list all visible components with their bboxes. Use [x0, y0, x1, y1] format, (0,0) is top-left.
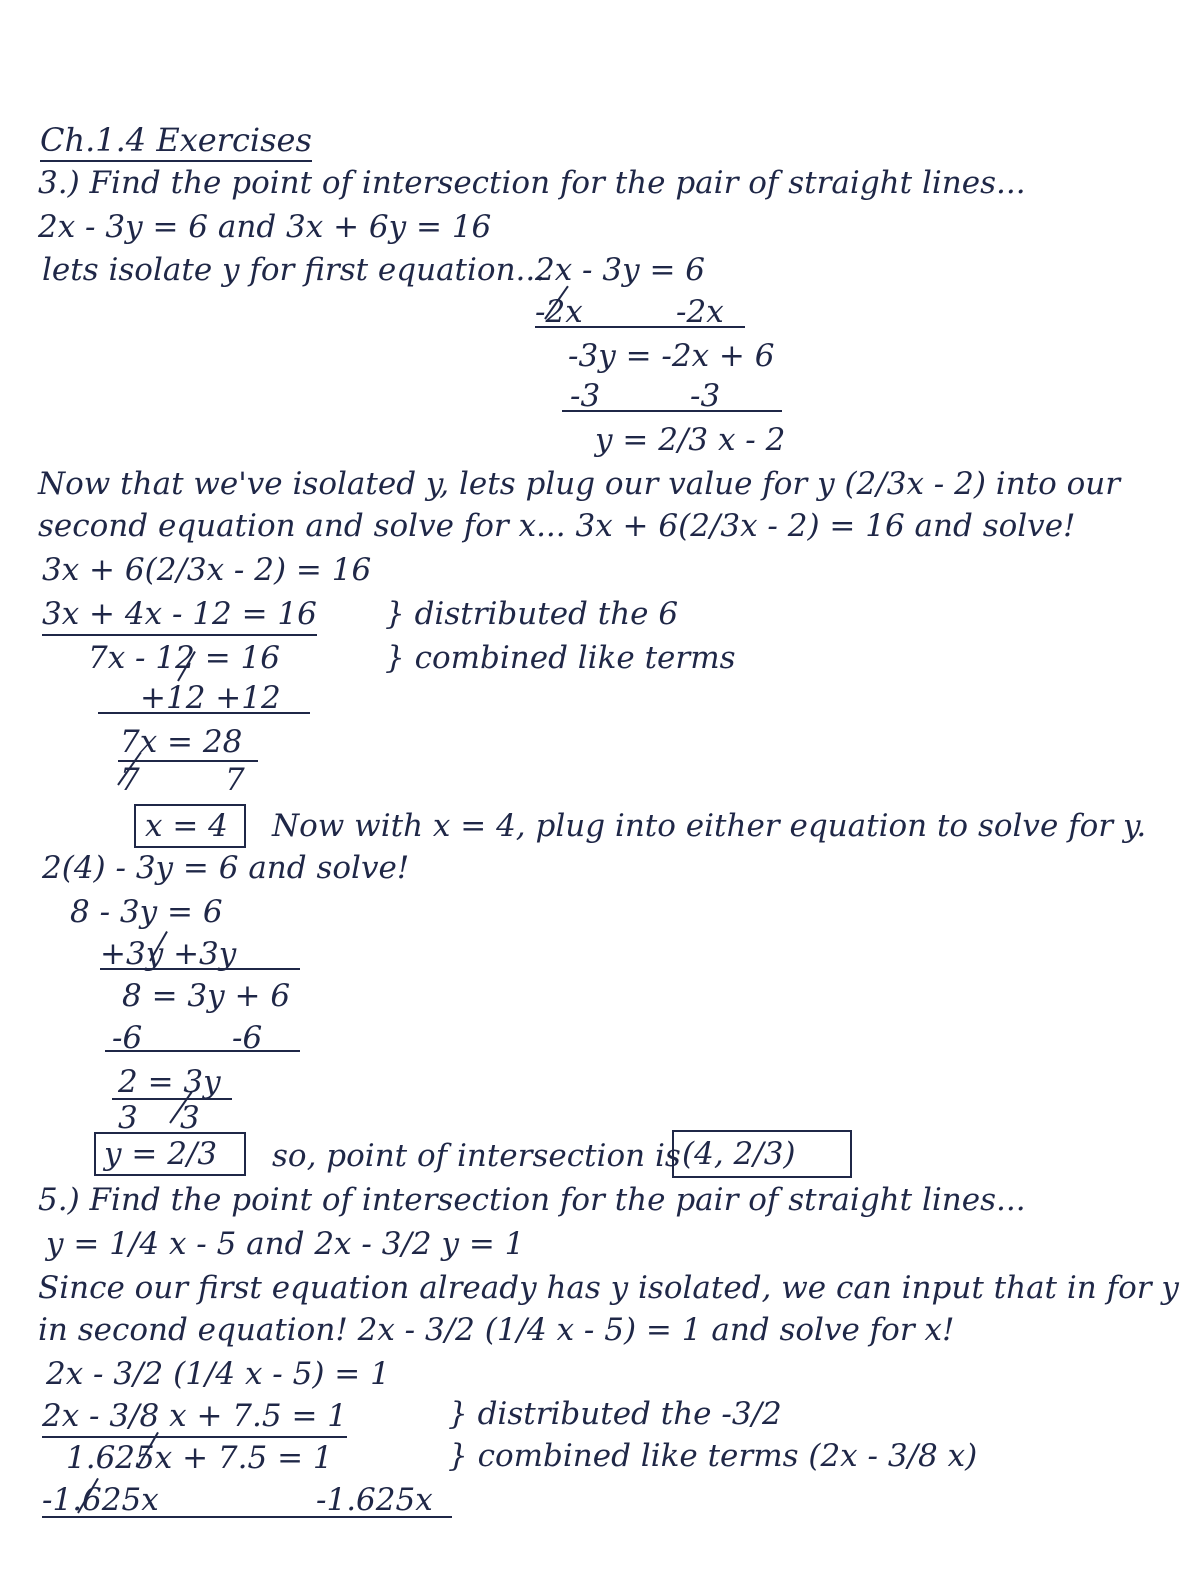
problem-5-statement: 5.) Find the point of intersection for the pair of straight lines... — [38, 1182, 1026, 1218]
combined-equation: 7x - 12 = 16 — [88, 640, 280, 676]
explanation-line: Now with x = 4, plug into either equation to solve for y. — [272, 808, 1147, 844]
conclusion-text: so, point of intersection is — [272, 1138, 681, 1174]
intersection-point: (4, 2/3) — [682, 1136, 796, 1172]
divisor-left: 7 — [120, 762, 140, 798]
add-3y-both-sides: +3y +3y — [100, 936, 237, 972]
simplified-equation: 8 - 3y = 6 — [70, 894, 223, 930]
explanation-line: second equation and solve for x... 3x + 6(2/3x - 2) = 16 and solve! — [38, 508, 1076, 544]
divide-minus-3-right: -3 — [690, 378, 721, 414]
problem-3-statement: 3.) Find the point of intersection for the pair of straight lines... — [38, 165, 1026, 201]
y-isolated-result: y = 2/3 x - 2 — [595, 422, 786, 458]
x-solution: x = 4 — [145, 808, 228, 844]
step-equation: -3y = -2x + 6 — [568, 338, 775, 374]
work-divider-line — [105, 1050, 300, 1052]
subtract-2x-right: -2x — [676, 294, 724, 330]
two-equals-3y: 2 = 3y — [118, 1064, 221, 1100]
add-12-both-sides: +12 +12 — [140, 680, 281, 716]
page-title: Ch.1.4 Exercises — [40, 120, 312, 162]
substituted-equation: 2x - 3/2 (1/4 x - 5) = 1 — [46, 1356, 390, 1392]
substituted-equation: 3x + 6(2/3x - 2) = 16 — [42, 552, 372, 588]
step-note: } combined like terms — [385, 640, 736, 676]
subtract-6-left: -6 — [112, 1020, 143, 1056]
distributed-equation: 2x - 3/8 x + 7.5 = 1 — [42, 1396, 347, 1438]
work-divider-line — [562, 410, 782, 412]
y-solution: y = 2/3 — [104, 1136, 218, 1172]
work-divider-line — [98, 712, 310, 714]
isolate-y-instruction: lets isolate y for first equation... — [42, 252, 546, 288]
step-note: } combined like terms (2x - 3/8 x) — [448, 1438, 978, 1474]
explanation-line: in second equation! 2x - 3/2 (1/4 x - 5) = 1 and solve for x! — [38, 1312, 955, 1348]
work-divider-line — [100, 968, 300, 970]
work-divider-line — [42, 1516, 452, 1518]
divisor-right: 3 — [180, 1100, 200, 1136]
subtract-6-right: -6 — [232, 1020, 263, 1056]
problem-3-equations: 2x - 3y = 6 and 3x + 6y = 16 — [38, 209, 492, 245]
divide-minus-3-left: -3 — [570, 378, 601, 414]
step-note: } distributed the 6 — [385, 596, 679, 632]
combined-equation: 1.625x + 7.5 = 1 — [66, 1440, 333, 1476]
explanation-line: Now that we've isolated y, lets plug our value for y (2/3x - 2) into our — [38, 466, 1121, 502]
first-equation: 2x - 3y = 6 — [535, 252, 706, 288]
divisor-right: 7 — [225, 762, 245, 798]
explanation-line: Since our first equation already has y isolated, we can input that in for y — [38, 1270, 1179, 1306]
subtract-2x-left: -2x — [535, 294, 583, 330]
divisor-left: 3 — [118, 1100, 138, 1136]
work-divider-line — [535, 326, 745, 328]
rearranged-equation: 8 = 3y + 6 — [122, 978, 291, 1014]
step-note: } distributed the -3/2 — [448, 1396, 782, 1432]
subtract-left: -1.625x — [42, 1482, 159, 1518]
seven-x-equation: 7x = 28 — [120, 724, 243, 760]
plug-in-equation: 2(4) - 3y = 6 and solve! — [42, 850, 410, 886]
subtract-right: -1.625x — [316, 1482, 433, 1518]
problem-5-equations: y = 1/4 x - 5 and 2x - 3/2 y = 1 — [46, 1226, 525, 1262]
distributed-equation: 3x + 4x - 12 = 16 — [42, 594, 317, 636]
